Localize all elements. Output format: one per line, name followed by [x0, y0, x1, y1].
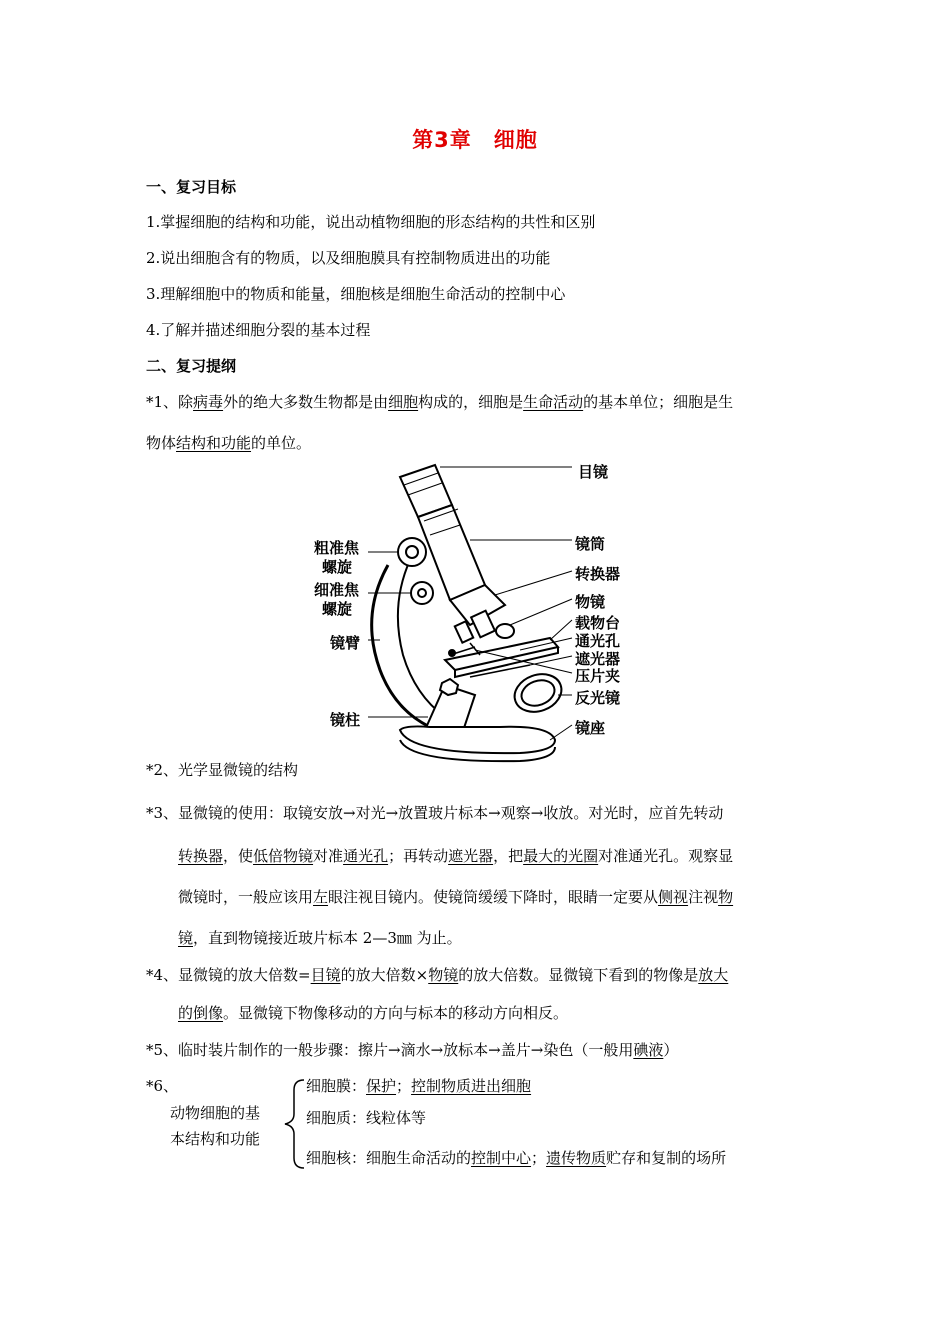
label-coarse-focus-1: 粗准焦 — [314, 539, 360, 557]
label-arm: 镜臂 — [330, 634, 361, 652]
label-clip: 压片夹 — [575, 667, 621, 685]
label-coarse-focus-2: 螺旋 — [322, 558, 353, 576]
label-eyepiece: 目镜 — [578, 463, 609, 481]
tree-cytoplasm: 细胞质：线粒体等 — [306, 1109, 427, 1127]
label-pillar: 镜柱 — [330, 711, 361, 729]
outline-item-4-line1: *4、显微镜的放大倍数=目镜的放大倍数×物镜的放大倍数。显微镜下看到的物像是放大 — [146, 966, 729, 984]
label-stage: 载物台 — [575, 614, 621, 632]
label-nosepiece: 转换器 — [575, 565, 621, 583]
section1-heading: 一、复习目标 — [146, 178, 237, 196]
label-fine-focus-2: 螺旋 — [322, 600, 353, 618]
outline-item-3-line1: *3、显微镜的使用：取镜安放→对光→放置玻片标本→观察→收放。对光时，应首先转动 — [146, 804, 724, 822]
label-fine-focus-1: 细准焦 — [314, 581, 360, 599]
goal-item-4: 4.了解并描述细胞分裂的基本过程 — [146, 321, 371, 339]
outline-item-1-line1: *1、除病毒外的绝大多数生物都是由细胞构成的，细胞是生命活动的基本单位；细胞是生 — [146, 393, 734, 411]
outline-item-6-number: *6、 — [146, 1077, 179, 1095]
outline-item-4-line2: 的倒像。显微镜下物像移动的方向与标本的移动方向相反。 — [178, 1004, 569, 1022]
tree-brace — [282, 1076, 306, 1172]
label-objective: 物镜 — [575, 593, 606, 611]
goal-item-3: 3.理解细胞中的物质和能量，细胞核是细胞生命活动的控制中心 — [146, 285, 566, 303]
label-diaphragm: 遮光器 — [575, 650, 621, 668]
outline-item-5: *5、临时装片制作的一般步骤：擦片→滴水→放标本→盖片→染色（一般用碘液） — [146, 1041, 679, 1059]
outline-item-3-line3: 微镜时，一般应该用左眼注视目镜内。使镜筒缓缓下降时，眼睛一定要从侧视注视物 — [178, 888, 734, 906]
outline-item-3-line4: 镜，直到物镜接近玻片标本 2—3㎜ 为止。 — [178, 929, 462, 947]
goal-item-1: 1.掌握细胞的结构和功能，说出动植物细胞的形态结构的共性和区别 — [146, 213, 596, 231]
tree-root-line2: 本结构和功能 — [170, 1130, 261, 1148]
label-base: 镜座 — [575, 719, 606, 737]
label-tube: 镜筒 — [575, 535, 606, 553]
section2-heading: 二、复习提纲 — [146, 357, 237, 375]
label-mirror: 反光镜 — [575, 689, 621, 707]
tree-nucleus: 细胞核：细胞生命活动的控制中心；遗传物质贮存和复制的场所 — [306, 1149, 727, 1167]
tree-membrane: 细胞膜：保护；控制物质进出细胞 — [306, 1077, 532, 1095]
outline-item-3-line2: 转换器，使低倍物镜对准通光孔；再转动遮光器，把最大的光圈对准通光孔。观察显 — [178, 847, 734, 865]
outline-item-2: *2、光学显微镜的结构 — [146, 761, 299, 779]
label-stage-hole: 通光孔 — [575, 632, 621, 650]
page-title: 第3章 细胞 — [412, 128, 538, 152]
outline-item-1-line2: 物体结构和功能的单位。 — [146, 434, 312, 452]
goal-item-2: 2.说出细胞含有的物质，以及细胞膜具有控制物质进出的功能 — [146, 249, 551, 267]
tree-root-line1: 动物细胞的基 — [170, 1104, 261, 1122]
